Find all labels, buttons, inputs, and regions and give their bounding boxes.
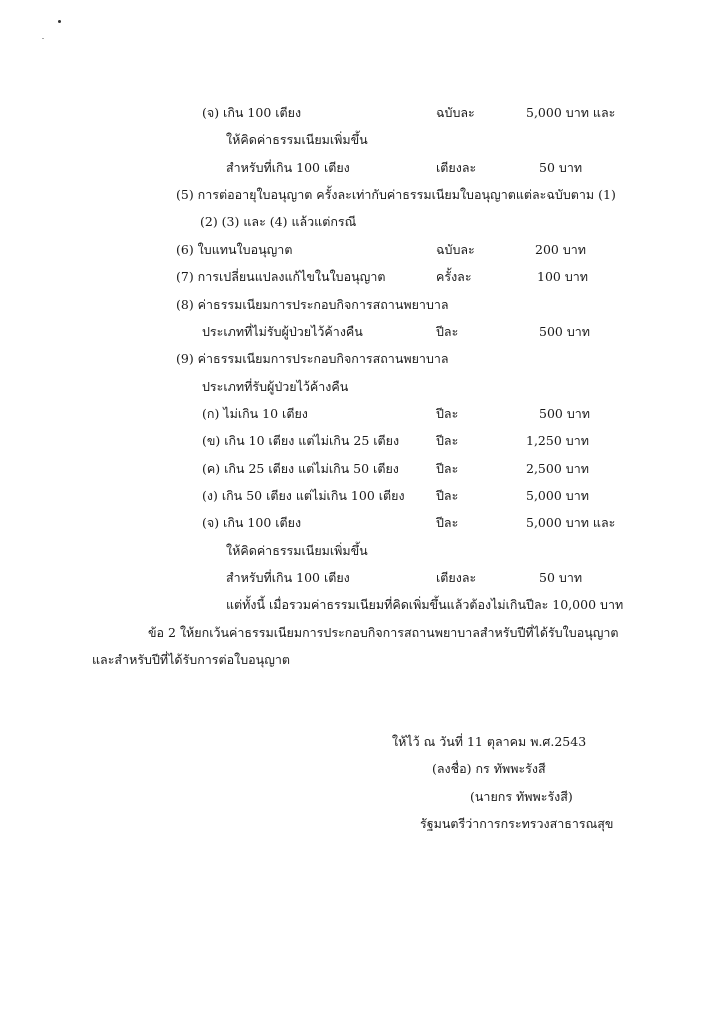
fee-row-unit: ปีละ [436,515,459,530]
fee-row-label: (ข) เกิน 10 เตียง แต่ไม่เกิน 25 เตียง [202,433,400,448]
fee-row-amount: 50 บาท [539,160,583,175]
fee-row-amount: 200 บาท [535,242,587,257]
fee-row-unit: ครั้งละ [436,269,472,284]
fee-row-label: (จ) เกิน 100 เตียง [202,515,302,530]
fee-row-label: (ก) ไม่เกิน 10 เตียง [202,406,308,421]
fee-row-amount: 1,250 บาท [526,433,589,448]
item-9-heading: (9) ค่าธรรมเนียมการประกอบกิจการสถานพยาบาล [176,351,449,366]
fee-row-label: (ง) เกิน 50 เตียง แต่ไม่เกิน 100 เตียง [202,488,405,503]
issue-date: ให้ไว้ ณ วันที่ 11 ตุลาคม พ.ศ.2543 [392,734,587,749]
clause-2-text-cont: และสำหรับปีที่ได้รับการต่อใบอนุญาต [92,652,290,667]
extra-fee-note: ให้คิดค่าธรรมเนียมเพิ่มขึ้น [226,543,368,558]
clause-2-text: ข้อ 2 ให้ยกเว้นค่าธรรมเนียมการประกอบกิจการสถานพยาบาลสำหรับปีที่ได้รับใบอนุญาต [148,625,619,640]
fee-row-label: สำหรับที่เกิน 100 เตียง [226,570,350,585]
item-9-subheading: ประเภทที่รับผู้ป่วยไว้ค้างคืน [202,379,349,394]
fee-row-amount: 5,000 บาท และ [526,515,616,530]
extra-fee-note: ให้คิดค่าธรรมเนียมเพิ่มขึ้น [226,132,368,147]
fee-row-amount: 500 บาท [539,406,591,421]
signatory-name: (นายกร ทัพพะรังสี) [470,789,573,804]
fee-row-unit: ปีละ [436,461,459,476]
fee-row-unit: ปีละ [436,406,459,421]
fee-row-amount: 5,000 บาท [526,488,589,503]
fee-row-unit: ปีละ [436,488,459,503]
fee-row-amount: 2,500 บาท [526,461,589,476]
fee-row-amount: 500 บาท [539,324,591,339]
fee-row-label: (7) การเปลี่ยนแปลงแก้ไขในใบอนุญาต [176,269,386,284]
fee-row-label: (ค) เกิน 25 เตียง แต่ไม่เกิน 50 เตียง [202,461,399,476]
fee-row-label: สำหรับที่เกิน 100 เตียง [226,160,350,175]
fee-cap-note: แต่ทั้งนี้ เมื่อรวมค่าธรรมเนียมที่คิดเพิ่มขึ้นแล้วต้องไม่เกินปีละ 10,000 บาท [226,597,624,612]
item-8-heading: (8) ค่าธรรมเนียมการประกอบกิจการสถานพยาบาล [176,297,449,312]
fee-row-label: ประเภทที่ไม่รับผู้ป่วยไว้ค้างคืน [202,324,363,339]
signatory-position: รัฐมนตรีว่าการกระทรวงสาธารณสุข [420,816,614,831]
fee-row-unit: ปีละ [436,433,459,448]
fee-row-unit: ฉบับละ [436,105,475,120]
item-5-text: (5) การต่ออายุใบอนุญาต ครั้งละเท่ากับค่าธรรมเนียมใบอนุญาตแต่ละฉบับตาม (1) [176,187,616,202]
fee-row-unit: ฉบับละ [436,242,475,257]
scan-speck [58,20,61,23]
signed-by: (ลงชื่อ) กร ทัพพะรังสี [432,761,546,776]
fee-row-amount: 5,000 บาท และ [526,105,616,120]
fee-row-unit: เตียงละ [436,570,477,585]
scan-speck [42,38,44,39]
fee-row-amount: 50 บาท [539,570,583,585]
fee-row-amount: 100 บาท [537,269,589,284]
fee-row-label: (จ) เกิน 100 เตียง [202,105,302,120]
fee-row-unit: ปีละ [436,324,459,339]
fee-row-label: (6) ใบแทนใบอนุญาต [176,242,293,257]
fee-row-unit: เตียงละ [436,160,477,175]
item-5-text-cont: (2) (3) และ (4) แล้วแต่กรณี [200,214,357,229]
